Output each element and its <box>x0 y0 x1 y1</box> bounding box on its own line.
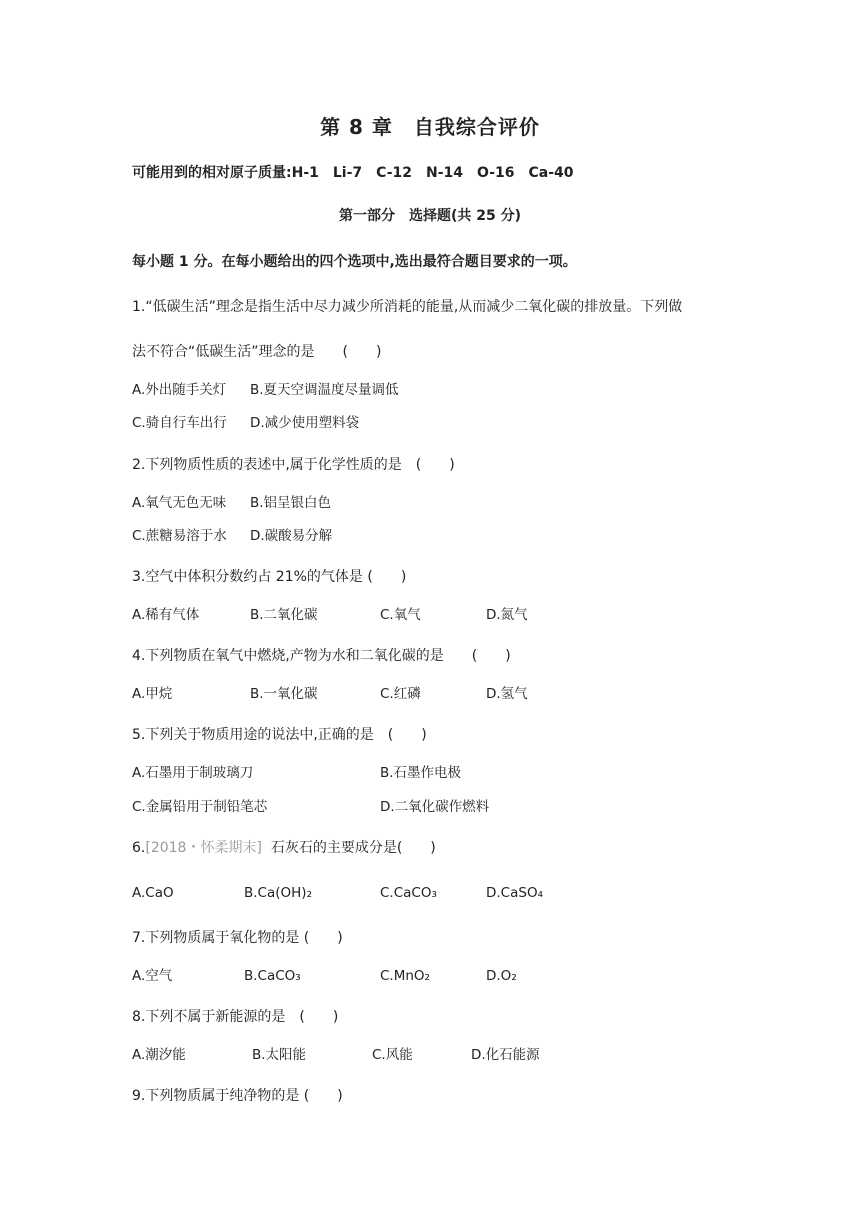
question-5-stem: 5.下列关于物质用途的说法中,正确的是 ( ) <box>132 727 427 743</box>
question-5-option-c: C.金属铅用于制铅笔芯 <box>132 799 268 815</box>
question-5-option-a: A.石墨用于制玻璃刀 <box>132 765 254 781</box>
question-6-stem: 石灰石的主要成分是( ) <box>270 840 436 856</box>
question-2-option-a: A.氧气无色无味 <box>132 495 227 511</box>
question-8-stem: 8.下列不属于新能源的是 ( ) <box>132 1009 339 1025</box>
question-7-option-b: B.CaCO₃ <box>244 968 301 984</box>
question-1-stem-line2: 法不符合“低碳生活”理念的是 ( ) <box>132 344 382 360</box>
question-3-stem: 3.空气中体积分数约占 21%的气体是 ( ) <box>132 569 407 585</box>
question-5-option-d: D.二氧化碳作燃料 <box>380 799 490 815</box>
question-8-option-c: C.风能 <box>372 1047 413 1063</box>
question-7-stem: 7.下列物质属于氧化物的是 ( ) <box>132 930 343 946</box>
page-title: 第 8 章 自我综合评价 <box>320 115 540 139</box>
question-1-stem-line1: 1.“低碳生活”理念是指生活中尽力减少所消耗的能量,从而减少二氧化碳的排放量。下列做 <box>132 299 683 315</box>
atomic-masses: 可能用到的相对原子质量:H-1 Li-7 C-12 N-14 O-16 Ca-40 <box>132 165 574 181</box>
question-2-option-c: C.蔗糖易溶于水 <box>132 528 227 544</box>
question-8-option-b: B.太阳能 <box>252 1047 307 1063</box>
question-3-option-c: C.氧气 <box>380 607 421 623</box>
question-7-option-c: C.MnO₂ <box>380 968 430 984</box>
question-6-stem-row <box>132 841 436 855</box>
question-3-option-b: B.二氧化碳 <box>250 607 318 623</box>
question-5-option-b: B.石墨作电极 <box>380 765 462 781</box>
question-6-number: 6. <box>132 840 146 856</box>
question-6-source-tag: [2018・怀柔期末] <box>145 840 262 856</box>
question-6-option-d: D.CaSO₄ <box>486 885 543 901</box>
question-4-option-c: C.红磷 <box>380 686 421 702</box>
question-8-option-a: A.潮汐能 <box>132 1047 186 1063</box>
question-1-option-d: D.减少使用塑料袋 <box>250 415 360 431</box>
question-4-option-d: D.氢气 <box>486 686 528 702</box>
question-8-option-d: D.化石能源 <box>471 1047 540 1063</box>
question-3-option-d: D.氮气 <box>486 607 528 623</box>
question-6-option-c: C.CaCO₃ <box>380 885 437 901</box>
question-7-option-d: D.O₂ <box>486 968 517 984</box>
question-7-option-a: A.空气 <box>132 968 173 984</box>
question-2-option-d: D.碳酸易分解 <box>250 528 333 544</box>
question-3-option-a: A.稀有气体 <box>132 607 200 623</box>
question-6-option-b: B.Ca(OH)₂ <box>244 885 312 901</box>
question-1-option-a: A.外出随手关灯 <box>132 382 227 398</box>
question-9-stem: 9.下列物质属于纯净物的是 ( ) <box>132 1088 343 1104</box>
question-1-option-c: C.骑自行车出行 <box>132 415 227 431</box>
question-1-option-b: B.夏天空调温度尽量调低 <box>250 382 399 398</box>
question-6-option-a: A.CaO <box>132 885 174 901</box>
question-2-stem: 2.下列物质性质的表述中,属于化学性质的是 ( ) <box>132 457 455 473</box>
question-4-option-a: A.甲烷 <box>132 686 173 702</box>
question-2-option-b: B.铝呈银白色 <box>250 495 332 511</box>
instruction: 每小题 1 分。在每小题给出的四个选项中,选出最符合题目要求的一项。 <box>132 254 577 270</box>
section-header: 第一部分 选择题(共 25 分) <box>338 208 522 224</box>
question-4-stem: 4.下列物质在氧气中燃烧,产物为水和二氧化碳的是 ( ) <box>132 648 511 664</box>
question-4-option-b: B.一氧化碳 <box>250 686 318 702</box>
